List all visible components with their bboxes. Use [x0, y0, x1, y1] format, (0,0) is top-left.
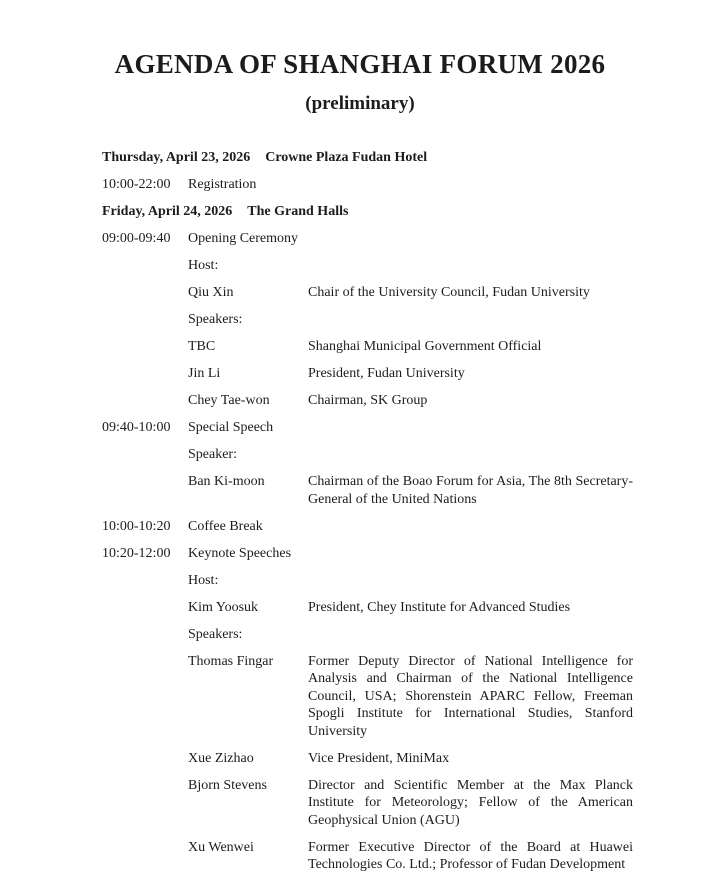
event-title: Special Speech — [188, 420, 274, 435]
item-row — [0, 311, 720, 329]
person-name: Jin Li — [188, 366, 221, 381]
person-name: Kim Yoosuk — [188, 599, 259, 615]
person-name: Ban Ki-moon — [188, 474, 265, 489]
document-subtitle: (preliminary) — [305, 93, 415, 114]
event-row — [0, 545, 720, 563]
time-label: 09:00-09:40 — [102, 231, 171, 246]
item-row — [0, 392, 720, 410]
time-label: 10:00-10:20 — [102, 518, 171, 534]
item-row — [0, 365, 720, 383]
day-header-row — [0, 149, 720, 167]
role-label: Speaker: — [188, 447, 237, 462]
venue-label: The Grand Halls — [247, 204, 349, 219]
time-label: 10:00-22:00 — [102, 177, 171, 192]
venue-label: Crowne Plaza Fudan Hotel — [265, 150, 428, 165]
person-description: Director and Scientific Member at the Max Planck Institute for Meteorology; Fellow of the American Geophysical Union (AGU) — [308, 777, 633, 828]
person-name: TBC — [188, 339, 216, 354]
document-title: AGENDA OF SHANGHAI FORUM 2026 — [114, 49, 606, 79]
role-label: Host: — [188, 258, 219, 273]
person-description: Chair of the University Council, Fudan University — [308, 285, 590, 300]
day-header-row — [0, 203, 720, 221]
person-description: Chairman, SK Group — [308, 393, 428, 408]
person-name: Xue Zizhao — [188, 750, 254, 766]
agenda-body — [0, 149, 720, 874]
item-row — [0, 257, 720, 275]
person-description: President, Fudan University — [308, 366, 465, 381]
event-title: Keynote Speeches — [188, 545, 292, 561]
date-label: Thursday, April 23, 2026 — [102, 150, 251, 165]
item-row — [0, 653, 720, 741]
time-label: 09:40-10:00 — [102, 420, 171, 435]
person-description: Former Executive Director of the Board at Huawei Technologies Co. Ltd.; Professor of Fudan Development — [308, 839, 633, 872]
item-row — [0, 599, 720, 617]
person-description: Vice President, MiniMax — [308, 750, 450, 766]
person-description: Former Deputy Director of National Intelligence for Analysis and Chairman of the National Intelligence Council, USA; Shorenstein APARC Fellow, Freeman Spogli Institute for International Studies, Stanford University — [308, 653, 633, 739]
item-row — [0, 839, 720, 874]
item-row — [0, 338, 720, 356]
event-title: Opening Ceremony — [188, 231, 299, 246]
person-name: Chey Tae-won — [188, 393, 270, 408]
event-row — [0, 518, 720, 536]
person-name: Xu Wenwei — [188, 839, 254, 855]
event-title: Registration — [188, 177, 257, 192]
person-description: Shanghai Municipal Government Official — [308, 339, 542, 354]
event-row — [0, 419, 720, 437]
role-label: Speakers: — [188, 626, 243, 642]
person-name: Bjorn Stevens — [188, 777, 267, 793]
item-row — [0, 473, 720, 508]
date-label: Friday, April 24, 2026 — [102, 204, 233, 219]
event-title: Coffee Break — [188, 518, 263, 534]
event-row — [0, 176, 720, 194]
person-name: Thomas Fingar — [188, 653, 274, 669]
item-row — [0, 446, 720, 464]
item-row — [0, 777, 720, 830]
time-label: 10:20-12:00 — [102, 545, 171, 561]
item-row — [0, 626, 720, 644]
role-label: Speakers: — [188, 312, 243, 327]
person-name: Qiu Xin — [188, 285, 234, 300]
event-row — [0, 230, 720, 248]
role-label: Host: — [188, 572, 219, 588]
item-row — [0, 572, 720, 590]
person-description: President, Chey Institute for Advanced Studies — [308, 599, 571, 615]
item-row — [0, 284, 720, 302]
item-row — [0, 750, 720, 768]
person-description: Chairman of the Boao Forum for Asia, The 8th Secretary-General of the United Nations — [308, 474, 633, 507]
